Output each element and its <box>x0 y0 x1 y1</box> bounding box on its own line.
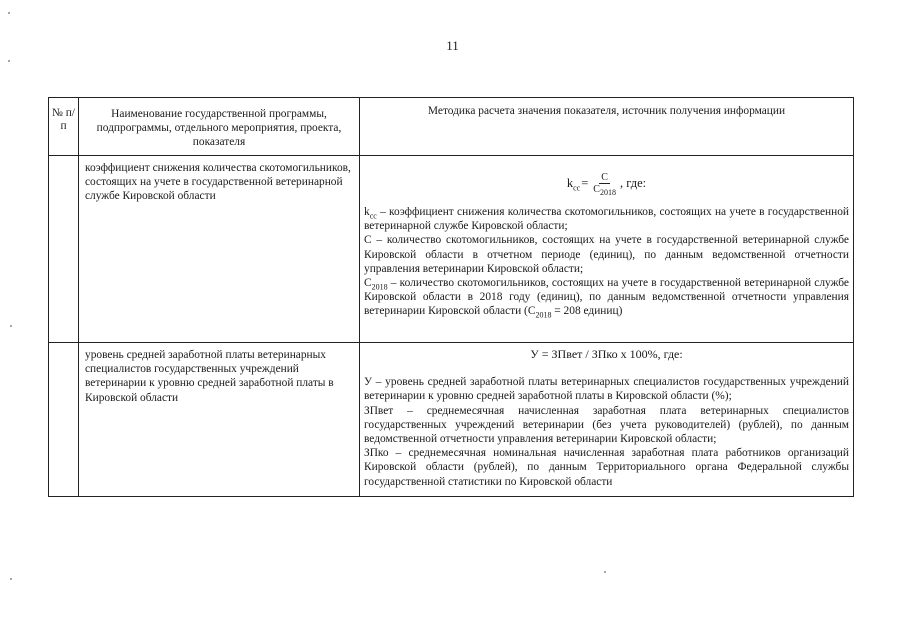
page-number: 11 <box>446 38 459 53</box>
formula-lhs: $k_{сс}$ <box>566 176 581 193</box>
indicator-table <box>48 97 854 497</box>
method-cell <box>360 343 854 497</box>
scan-speck <box>604 571 606 573</box>
formula-suffix: , где: <box>619 176 647 191</box>
definition-c2018: $С_{2018}$ – количество скотомогильников, состоящих на учете в государственной ветеринарной службе Кировской области в 2018 году (единиц), по данным ведомственной отчетности управления ветеринарии Кировской области ($С_{2018} = 208$ единиц) <box>364 277 849 320</box>
formula-equals: = <box>581 176 589 191</box>
formula-salary: У = ЗПвет / ЗПко х 100%, где: <box>530 347 683 361</box>
indicator-name: коэффициент снижения количества скотомогильников, состоящих на учете в государственной ветеринарной службе Кировской области <box>79 156 360 343</box>
scan-speck <box>8 60 10 62</box>
method-cell <box>360 156 854 343</box>
table-row <box>49 343 854 497</box>
table-header-row <box>49 98 854 156</box>
formula-denominator: $C_{2018}$ <box>593 184 616 197</box>
table-row <box>49 156 854 343</box>
header-name: Наименование государственной программы, подпрограммы, отдельного мероприятия, проекта, показателя <box>79 98 360 156</box>
formula-numerator: C <box>601 172 608 183</box>
row-number-cell <box>49 343 79 497</box>
definition-zpko: ЗПко – среднемесячная номинальная начисленная заработная плата работников организаций Кировской области (рублей), по данным Территориального органа Федеральной службы государственной статистики по Кировской области <box>364 447 849 488</box>
row-number-cell <box>49 156 79 343</box>
definition-kcc: $k_{сс}$ – коэффициент снижения количества скотомогильников, состоящих на учете в государственной ветеринарной службе Кировской области; <box>364 206 849 233</box>
definition-c: С – количество скотомогильников, состоящих на учете в государственной ветеринарной службе Кировской области в отчетном периоде (единиц), по данным ведомственной отчетности управления ветеринарии Кировской области; <box>364 234 849 275</box>
indicator-name: уровень средней заработной платы ветеринарных специалистов государственных учреждений ветеринарии к уровню средней заработной платы в Кировской области <box>79 343 360 497</box>
header-method: Методика расчета значения показателя, источник получения информации <box>360 98 854 156</box>
scan-speck <box>10 578 12 580</box>
formula-kcc <box>364 160 849 195</box>
scan-speck <box>8 12 10 14</box>
definition-u: У – уровень средней заработной платы ветеринарных специалистов государственных учреждений ветеринарии к уровню средней заработной платы в Кировской области (%); <box>364 376 849 403</box>
definition-zpvet: ЗПвет – среднемесячная начисленная заработная плата ветеринарных специалистов государственных учреждений ветеринарии (без учета руководителей) (рублей), по данным ведомственной отчетности управления ветеринарии Кировской области; <box>364 404 849 446</box>
header-number: № п/п <box>49 98 79 156</box>
scan-speck <box>10 325 12 327</box>
formula-fraction <box>591 172 618 195</box>
